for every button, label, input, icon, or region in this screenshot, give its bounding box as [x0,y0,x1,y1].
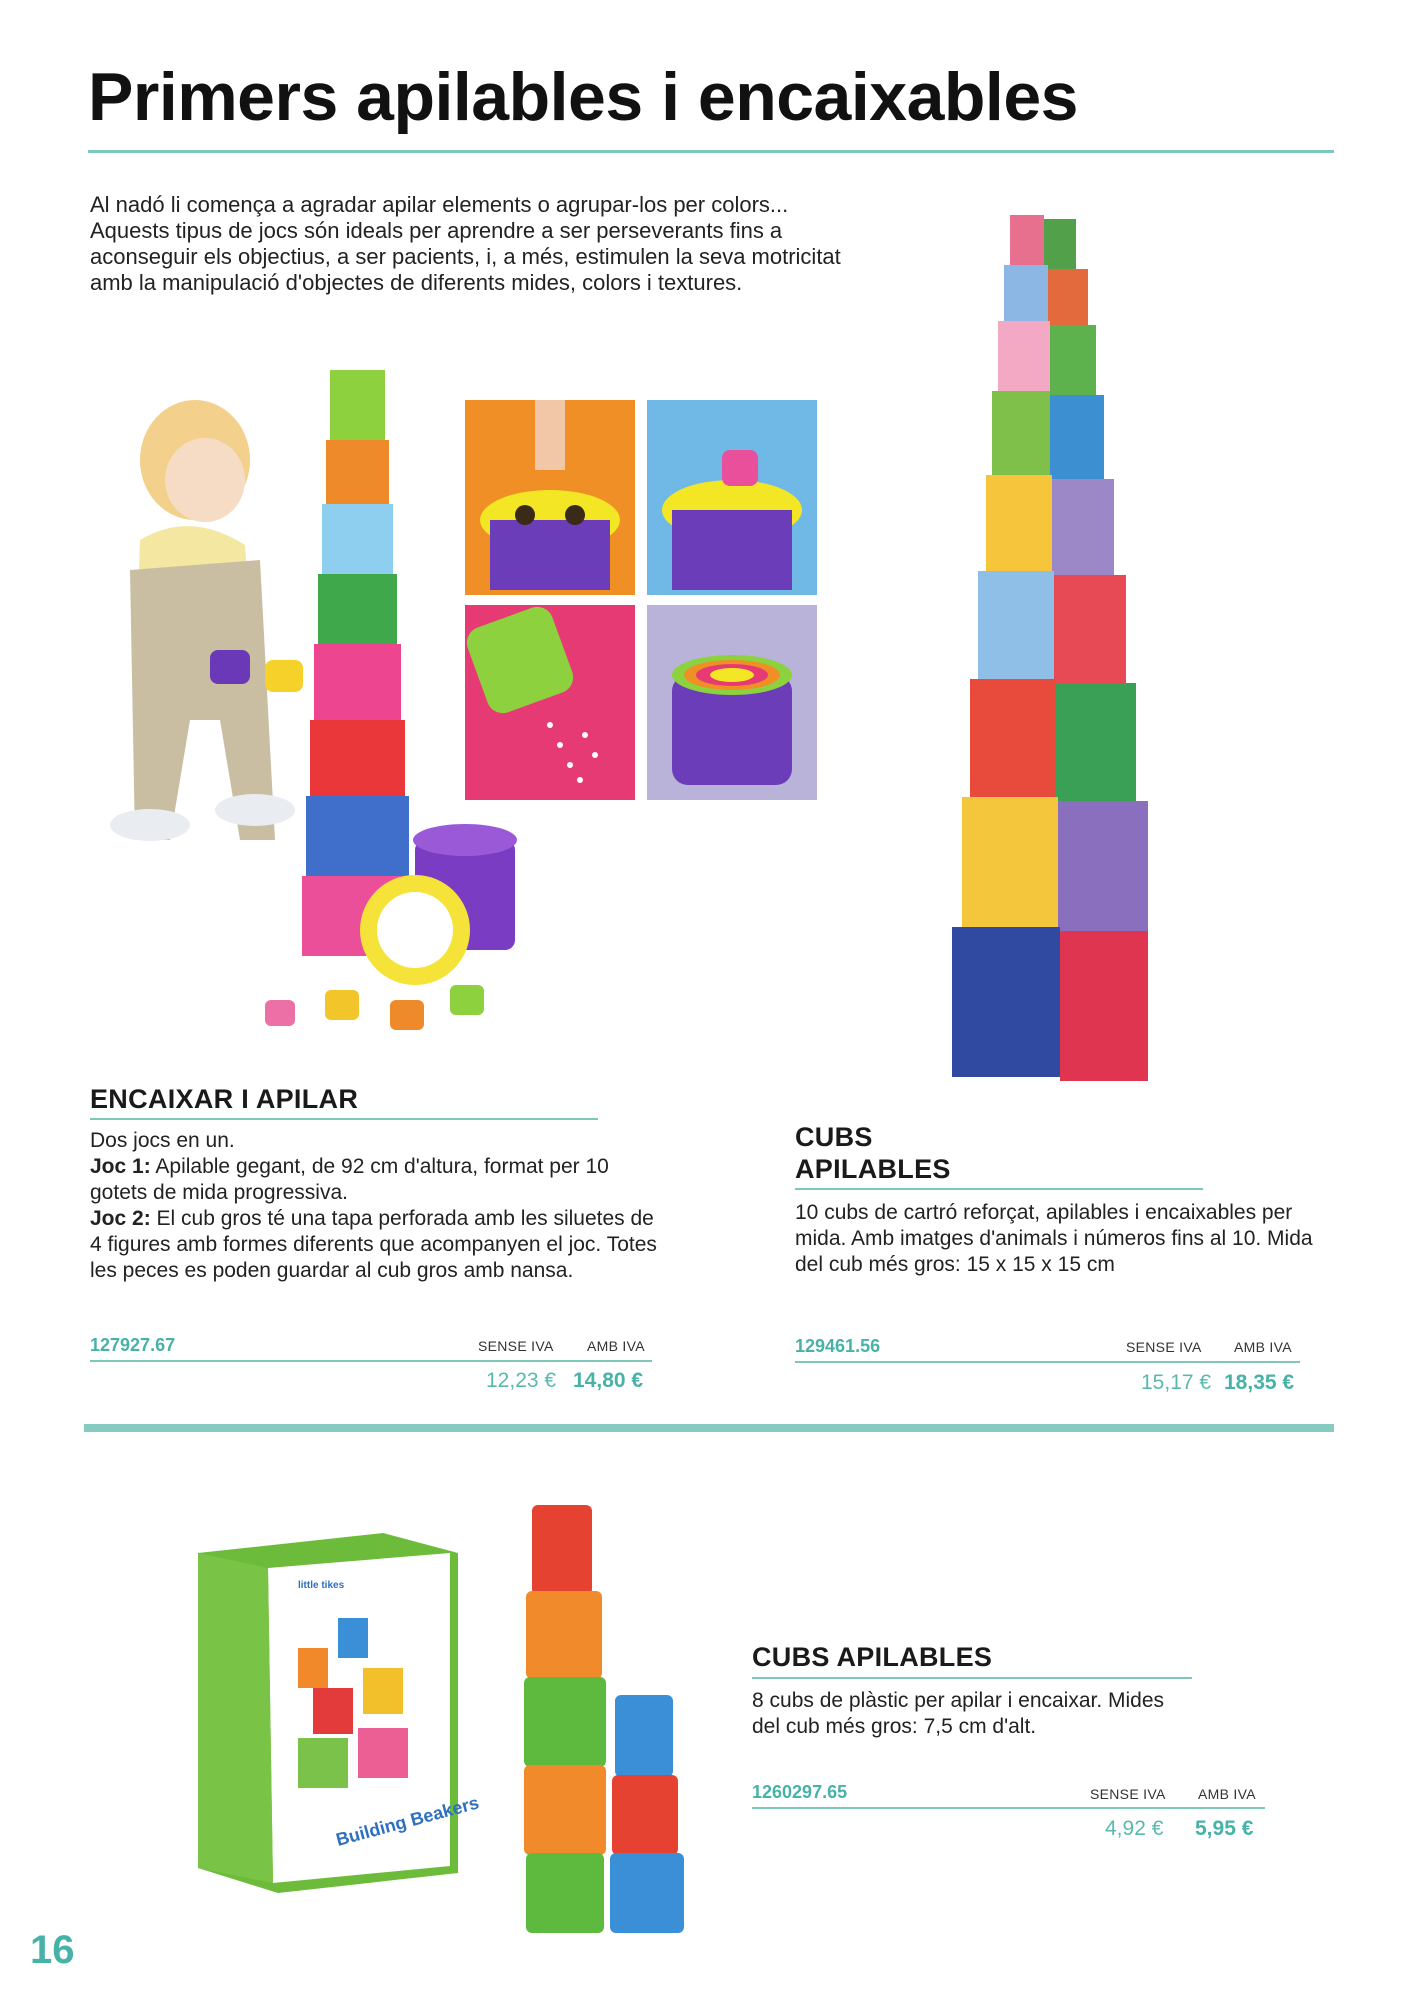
joc2-label: Joc 2: [90,1207,151,1230]
intro-paragraph: Al nadó li comença a agradar apilar elements o agrupar-los per colors... Aquests tipus de jocs són ideals per aprendre a ser perseverants fins a aconseguir els objectius, a ser pacients, i, a més, estimulen la seva motricitat amb la manipulació d'objectes de diferents mides, colors i textures. [90,192,841,295]
nested-cups-photo [647,605,817,800]
box-product-name: Building Beakers [333,1792,482,1850]
price-divider [90,1360,652,1362]
price-label-gross: AMB IVA [587,1338,645,1354]
description-line-joc2 [90,1206,670,1284]
box-brand-logo: little tikes [298,1580,345,1591]
price-gross: 5,95 € [1195,1817,1254,1840]
product-title: CUBS APILABLES [752,1642,993,1672]
price-net: 4,92 € [1105,1817,1164,1840]
page-title: Primers apilables i encaixables [88,59,1078,135]
price-net: 15,17 € [1141,1371,1212,1394]
product-title-line: CUBS [795,1122,873,1152]
price-divider [795,1361,1300,1363]
product-title-divider [90,1118,598,1120]
product-title-divider [752,1677,1192,1679]
product-code: 129461.56 [795,1336,881,1356]
building-beakers-box-photo [188,1528,482,1898]
product-title [795,1121,951,1185]
joc2-text: El cub gros té una tapa perforada amb les siluetes de 4 figures amb formes diferents que acompanyen el joc. Totes les peces es poden guardar al cub gros amb nansa. [90,1207,657,1282]
product-code: 1260297.65 [752,1782,848,1802]
page-number: 16 [30,1928,75,1972]
title-divider [88,150,1334,153]
price-net: 12,23 € [486,1369,557,1392]
product-description: 8 cubs de plàstic per apilar i encaixar. Mides del cub més gros: 7,5 cm d'alt. [752,1689,1165,1738]
product-title-divider [795,1188,1203,1190]
bucket-shape-photo [647,400,817,595]
bucket-lid-photo [465,400,635,595]
price-label-gross: AMB IVA [1198,1786,1256,1802]
price-label-gross: AMB IVA [1234,1339,1292,1355]
price-divider [752,1807,1265,1809]
product-title-line: APILABLES [795,1154,951,1184]
cardboard-cube-tower-photo [938,215,1148,1127]
joc1-text: Apilable gegant, de 92 cm d'altura, format per 10 gotets de mida progressiva. [90,1155,609,1204]
product-description: 10 cubs de cartró reforçat, apilables i encaixables per mida. Amb imatges d'animals i números fins al 10. Mida del cub més gros: 15 x 15 x 15 cm [795,1201,1313,1276]
product-title: ENCAIXAR I APILAR [90,1084,359,1114]
joc1-label: Joc 1: [90,1155,151,1178]
price-gross: 14,80 € [573,1369,644,1392]
product-description [90,1128,670,1284]
product-code: 127927.67 [90,1335,176,1355]
description-line-joc1 [90,1154,670,1206]
price-gross: 18,35 € [1224,1371,1295,1394]
description-intro: Dos jocs en un. [90,1129,235,1152]
cup-water-photo [465,605,635,800]
plastic-cup-stacks-photo [520,1505,695,1940]
price-label-net: SENSE IVA [1126,1339,1202,1355]
section-divider [84,1424,1334,1432]
price-label-net: SENSE IVA [478,1338,554,1354]
price-label-net: SENSE IVA [1090,1786,1166,1802]
